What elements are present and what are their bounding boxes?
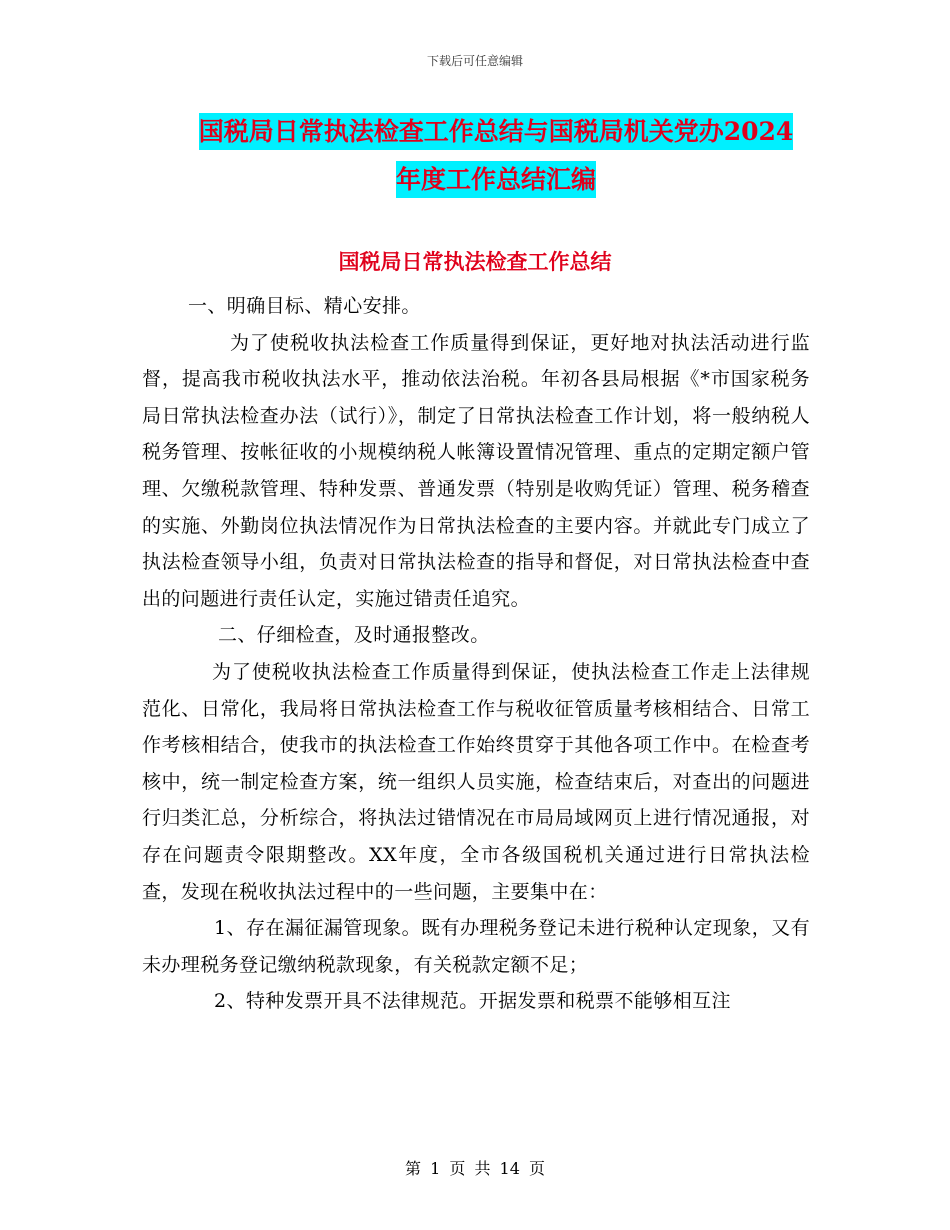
section-heading-1: 一、明确目标、精心安排。 <box>188 295 421 317</box>
document-body <box>142 288 810 1020</box>
list-item: 1、存在漏征漏管现象。既有办理税务登记未进行税种认定现象，又有未办理税务登记缴纳税款现象，有关税款定额不足； <box>142 917 810 976</box>
body-paragraph: 为了使税收执法检查工作质量得到保证，更好地对执法活动进行监督，提高我市税收执法水平，推动依法治税。年初各县局根据《*市国家税务局日常执法检查办法（试行）》，制定了日常执法检查工作计划，将一般纳税人税务管理、按帐征收的小规模纳税人帐簿设置情况管理、重点的定期定额户管理、欠缴税款管理、特种发票、普通发票（特别是收购凭证）管理、税务稽查的实施、外勤岗位执法情况作为日常执法检查的主要内容。并就此专门成立了执法检查领导小组，负责对日常执法检查的指导和督促，对日常执法检查中查出的问题进行责任认定，实施过错责任追究。 <box>142 331 810 610</box>
document-title <box>190 108 802 204</box>
section-heading-2: 二、仔细检查，及时通报整改。 <box>218 624 490 647</box>
document-title-text: 国税局日常执法检查工作总结与国税局机关党办2024年度工作总结汇编 <box>199 113 794 198</box>
body-paragraph: 为了使税收执法检查工作质量得到保证，使执法检查工作走上法律规范化、日常化，我局将日常执法检查工作与税收征管质量考核相结合、日常工作考核相结合，使我市的执法检查工作始终贯穿于其他各项工作中。在检查考核中，统一制定检查方案，统一组织人员实施，检查结束后，对查出的问题进行归类汇总，分析综合，将执法过错情况在市局局域网页上进行情况通报，对存在问题责令限期整改。XX年度，全市各级国税机关通过进行日常执法检查，发现在税收执法过程中的一些问题，主要集中在： <box>142 660 810 903</box>
section-title: 国税局日常执法检查工作总结 <box>338 249 612 274</box>
list-item: 2、特种发票开具不法律规范。开据发票和税票不能够相互注 <box>214 990 731 1013</box>
page-number: 第 1 页 共 14 页 <box>405 1159 545 1178</box>
page-header-note: 下载后可任意编辑 <box>426 54 523 68</box>
